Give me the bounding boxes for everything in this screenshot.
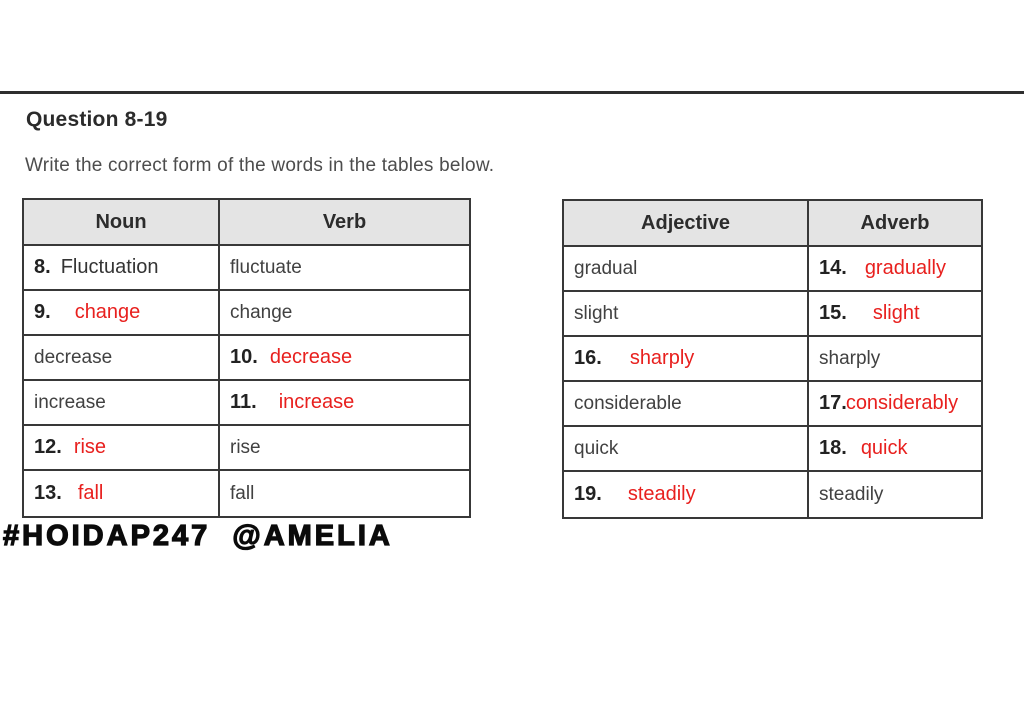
- cell-adverb-17: [809, 382, 981, 425]
- printed-word: fall: [230, 482, 255, 504]
- cell-noun-13: [24, 471, 220, 516]
- cell-noun-9: [24, 291, 220, 334]
- cell-adjective-quick: [564, 427, 809, 470]
- item-number: 19.: [574, 483, 602, 505]
- cell-adverb-sharply: [809, 337, 981, 380]
- answer-text: quick: [860, 437, 908, 459]
- cell-verb-fall: [220, 471, 469, 516]
- header-label: Noun: [95, 210, 147, 233]
- item-number: 13.: [34, 482, 62, 504]
- printed-word: sharply: [819, 347, 881, 369]
- header-cell-verb: [220, 200, 469, 244]
- adjective-adverb-table: [562, 199, 983, 519]
- cell-adjective-gradual: [564, 247, 809, 290]
- table-row: [564, 382, 981, 427]
- header-cell-noun: [24, 200, 220, 244]
- item-number: 18.: [819, 437, 847, 459]
- table-row: [24, 381, 469, 426]
- item-number: 12.: [34, 436, 62, 458]
- printed-word: quick: [574, 437, 619, 459]
- table-row: [24, 426, 469, 471]
- cell-adjective-16: [564, 337, 809, 380]
- cell-noun-12: [24, 426, 220, 469]
- printed-word: slight: [574, 302, 619, 324]
- cell-noun-increase: [24, 381, 220, 424]
- cell-verb-fluctuate: [220, 246, 469, 289]
- table-row: [564, 337, 981, 382]
- cell-noun-8: [24, 246, 220, 289]
- answer-text: Fluctuation: [60, 256, 159, 278]
- printed-word: increase: [34, 391, 106, 413]
- printed-word: steadily: [819, 483, 884, 505]
- printed-word: fluctuate: [230, 256, 302, 278]
- answer-text: increase: [278, 391, 355, 413]
- answer-text: gradually: [864, 257, 946, 279]
- question-title: Question 8-19: [26, 108, 168, 131]
- item-number: 14.: [819, 257, 847, 279]
- table-row: [564, 472, 981, 517]
- cell-verb-rise: [220, 426, 469, 469]
- item-number: 15.: [819, 302, 847, 324]
- cell-adjective-slight: [564, 292, 809, 335]
- answer-text: considerably: [845, 392, 959, 414]
- printed-word: considerable: [574, 392, 682, 414]
- cell-adverb-18: [809, 427, 981, 470]
- answer-text: rise: [73, 436, 107, 458]
- cell-noun-decrease: [24, 336, 220, 379]
- table-row: [24, 471, 469, 516]
- table-row: [24, 336, 469, 381]
- item-number: 17.: [819, 392, 847, 414]
- cell-adjective-19: [564, 472, 809, 517]
- header-label: Adverb: [860, 211, 930, 234]
- printed-word: decrease: [34, 346, 113, 368]
- answer-text: sharply: [629, 347, 695, 369]
- watermark-text: #HOIDAP247 @AMELIA: [3, 520, 393, 552]
- cell-verb-11: [220, 381, 469, 424]
- table-header-row: [564, 201, 981, 247]
- table-row: [24, 291, 469, 336]
- cell-verb-change: [220, 291, 469, 334]
- table-row: [564, 427, 981, 472]
- table-row: [564, 292, 981, 337]
- instruction-text: Write the correct form of the words in the tables below.: [25, 155, 495, 176]
- item-number: 11.: [230, 391, 257, 413]
- answer-text: slight: [872, 302, 920, 324]
- item-number: 16.: [574, 347, 602, 369]
- table-row: [564, 247, 981, 292]
- item-number: 9.: [34, 301, 51, 323]
- answer-text: decrease: [269, 346, 353, 368]
- printed-word: gradual: [574, 257, 638, 279]
- printed-word: change: [230, 301, 293, 323]
- header-cell-adverb: [809, 201, 981, 245]
- table-row: [24, 246, 469, 291]
- header-cell-adjective: [564, 201, 809, 245]
- cell-adverb-steadily: [809, 472, 981, 517]
- answer-text: steadily: [627, 483, 696, 505]
- table-header-row: [24, 200, 469, 246]
- printed-word: rise: [230, 436, 261, 458]
- cell-adjective-considerable: [564, 382, 809, 425]
- cell-verb-10: [220, 336, 469, 379]
- horizontal-rule: [0, 91, 1024, 94]
- cell-adverb-14: [809, 247, 981, 290]
- item-number: 8.: [34, 256, 51, 278]
- header-label: Verb: [322, 210, 367, 233]
- answer-text: change: [74, 301, 141, 323]
- header-label: Adjective: [641, 211, 730, 234]
- answer-text: fall: [77, 482, 104, 504]
- cell-adverb-15: [809, 292, 981, 335]
- item-number: 10.: [230, 346, 258, 368]
- noun-verb-table: [22, 198, 471, 518]
